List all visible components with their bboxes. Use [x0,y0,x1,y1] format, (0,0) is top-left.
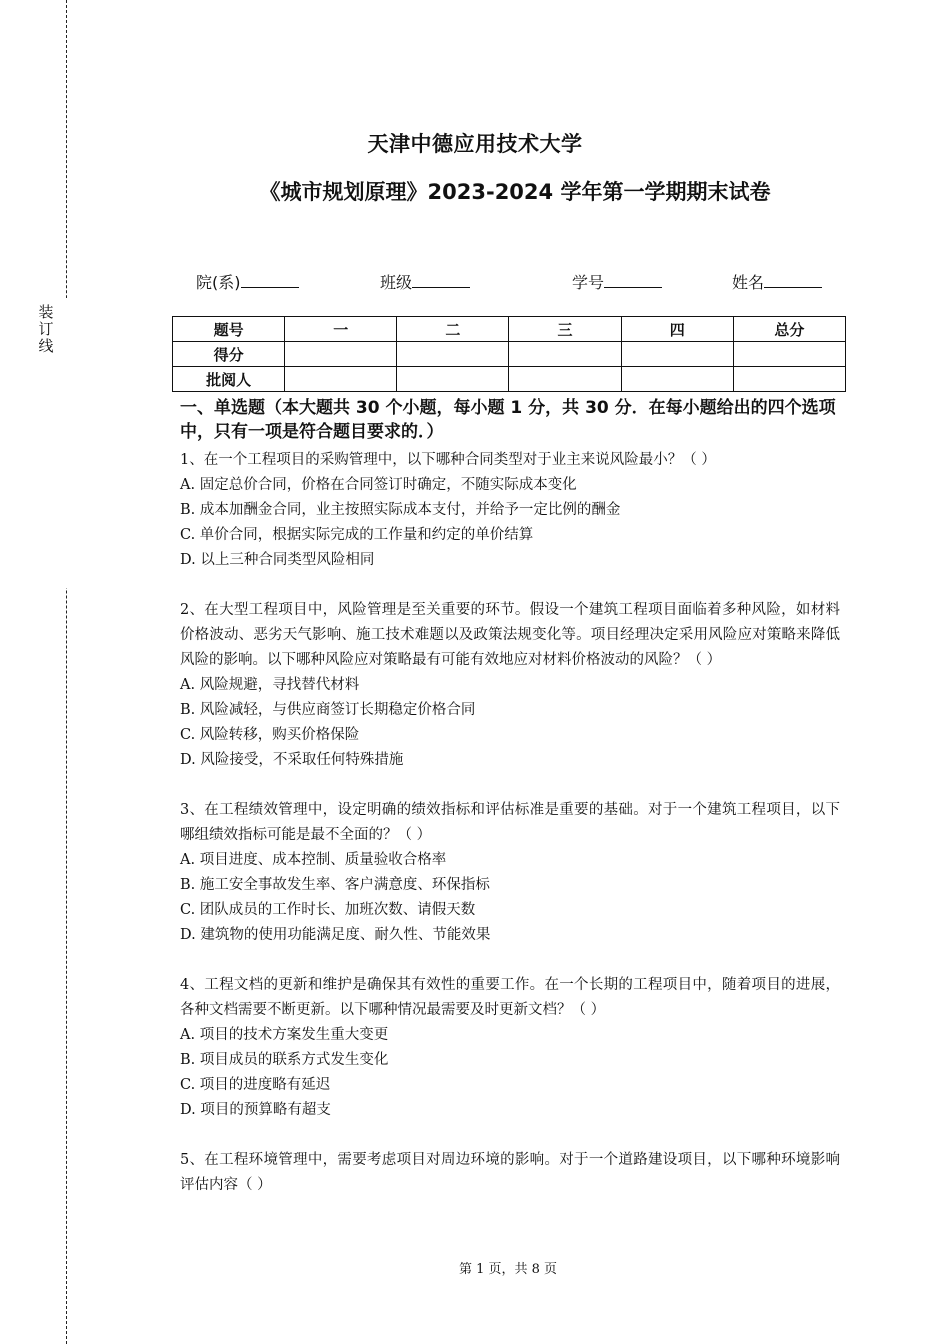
reviewer-cell[interactable] [621,367,733,392]
option-a: A. 固定总价合同，价格在合同签订时确定，不随实际成本变化 [180,477,577,493]
binding-char: 订 [38,320,54,338]
score-cell[interactable] [397,342,509,367]
option-a: A. 风险规避，寻找替代材料 [180,677,360,693]
question-4 [180,973,840,1123]
score-table-row [173,342,846,367]
option-d: D. 以上三种合同类型风险相同 [180,552,375,568]
score-table-header-cell: 总分 [733,317,845,342]
score-table-header-cell: 二 [397,317,509,342]
class-label: 班级 [380,273,413,292]
exam-title: 《城市规划原理》2023-2024 学年第一学期期末试卷 [259,180,771,204]
option-b: B. 项目成员的联系方式发生变化 [180,1052,389,1068]
option-c: C. 单价合同，根据实际完成的工作量和约定的单价结算 [180,527,534,543]
reviewer-cell[interactable] [733,367,845,392]
score-table-header-cell: 一 [285,317,397,342]
score-cell[interactable] [285,342,397,367]
binding-label [36,304,56,355]
reviewer-cell[interactable] [285,367,397,392]
option-b: B. 施工安全事故发生率、客户满意度、环保指标 [180,877,490,893]
option-c: C. 风险转移，购买价格保险 [180,727,360,743]
college-label: 院(系) [196,273,241,292]
option-a: A. 项目的技术方案发生重大变更 [180,1027,389,1043]
score-cell[interactable] [621,342,733,367]
binding-char: 线 [38,337,54,355]
class-field[interactable] [380,270,470,293]
university-title: 天津中德应用技术大学 [367,132,583,156]
question-text: 1、在一个工程项目的采购管理中，以下哪种合同类型对于业主来说风险最小？（ ） [180,452,716,468]
option-c: C. 项目的进度略有延迟 [180,1077,331,1093]
question-text: 5、在工程环境管理中，需要考虑项目对周边环境的影响。对于一个道路建设项目，以下哪种环境影响评估内容（ ） [180,1152,840,1193]
section-heading: 一、单选题（本大题共 30 个小题，每小题 1 分，共 30 分．在每小题给出的四个选项中，只有一项是符合题目要求的．） [180,398,836,442]
score-cell[interactable] [509,342,621,367]
score-table-row [173,367,846,392]
option-d: D. 项目的预算略有超支 [180,1102,331,1118]
score-table [172,316,846,392]
question-text: 4、工程文档的更新和维护是确保其有效性的重要工作。在一个长期的工程项目中，随着项目的进展，各种文档需要不断更新。以下哪种情况最需要及时更新文档？（ ） [180,977,840,1018]
score-table-header-row [173,317,846,342]
option-b: B. 成本加酬金合同，业主按照实际成本支付，并给予一定比例的酬金 [180,502,621,518]
option-d: D. 建筑物的使用功能满足度、耐久性、节能效果 [180,927,491,943]
student-id-field[interactable] [572,270,662,293]
option-b: B. 风险减轻，与供应商签订长期稳定价格合同 [180,702,476,718]
college-field[interactable] [196,270,299,293]
option-a: A. 项目进度、成本控制、质量验收合格率 [180,852,447,868]
exam-content [180,396,840,1198]
option-c: C. 团队成员的工作时长、加班次数、请假天数 [180,902,476,918]
binding-line-gap [60,298,74,588]
question-2 [180,598,840,773]
option-d: D. 风险接受，不采取任何特殊措施 [180,752,404,768]
reviewer-cell[interactable] [397,367,509,392]
reviewer-row-label: 批阅人 [173,367,285,392]
college-blank[interactable] [241,273,299,288]
score-table-header-cell: 题号 [173,317,285,342]
student-id-blank[interactable] [604,273,662,288]
question-1 [180,448,840,573]
class-blank[interactable] [412,273,470,288]
name-blank[interactable] [764,273,822,288]
question-text: 3、在工程绩效管理中，设定明确的绩效指标和评估标准是重要的基础。对于一个建筑工程项目，以下哪组绩效指标可能是最不全面的？（ ） [180,802,840,843]
score-row-label: 得分 [173,342,285,367]
question-3 [180,798,840,948]
name-field[interactable] [732,270,822,293]
question-5 [180,1148,840,1198]
page-footer: 第 1 页，共 8 页 [458,1262,558,1277]
score-cell[interactable] [733,342,845,367]
score-table-header-cell: 四 [621,317,733,342]
name-label: 姓名 [732,273,765,292]
student-id-label: 学号 [572,273,605,292]
reviewer-cell[interactable] [509,367,621,392]
question-text: 2、在大型工程项目中，风险管理是至关重要的环节。假设一个建筑工程项目面临着多种风险，如材料价格波动、恶劣天气影响、施工技术难题以及政策法规变化等。项目经理决定采用风险应对策略来降低风险的影响。以下哪种风险应对策略最有可能有效地应对材料价格波动的风险？（ ） [180,602,840,668]
binding-char: 装 [38,303,54,321]
score-table-header-cell: 三 [509,317,621,342]
